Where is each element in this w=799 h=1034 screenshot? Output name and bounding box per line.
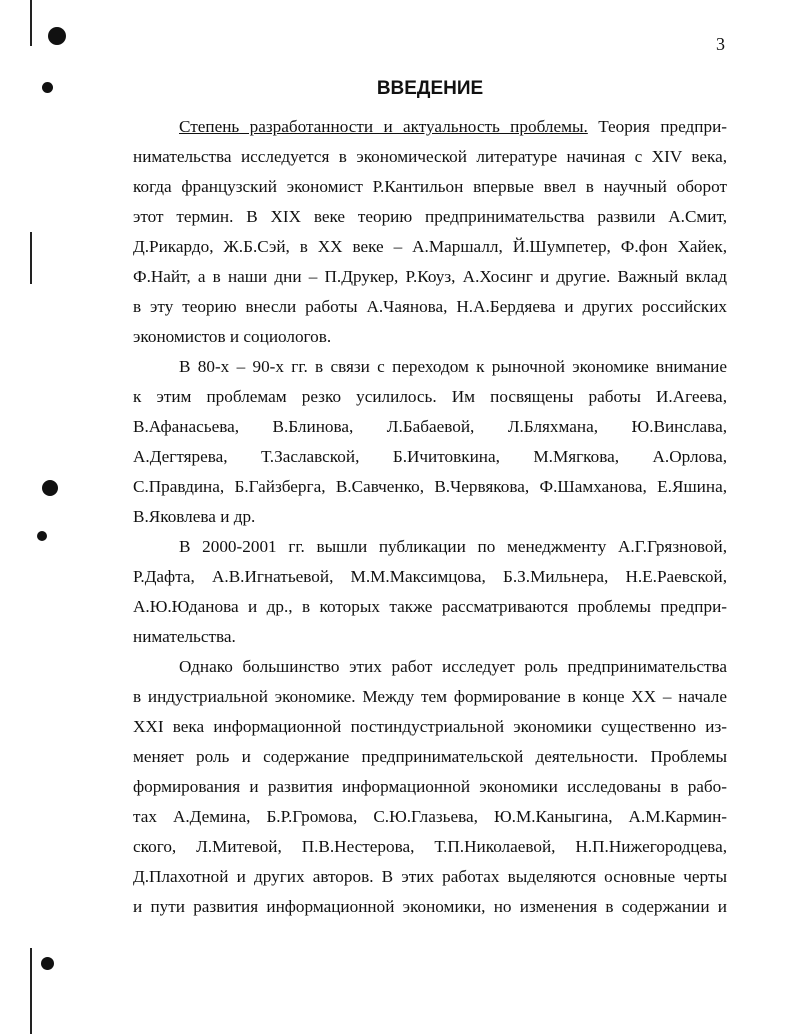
punch-hole-mark <box>48 27 66 45</box>
text-line: В 2000-2001 гг. вышли публикации по менеджменту А.Г.Грязновой, <box>179 537 727 556</box>
text-line: Р.Дафта, А.В.Игнатьевой, М.М.Максимцова, Б.З.Мильнера, Н.Е.Раевской, <box>133 567 727 586</box>
paragraph <box>133 112 727 352</box>
text-line: к этим проблемам резко усилилось. Им посвящены работы И.Агеева, <box>133 387 727 406</box>
text-line: В 80-х – 90-х гг. в связи с переходом к рыночной экономике внимание <box>179 357 727 376</box>
text-line: меняет роль и содержание предпринимательской деятельности. Проблемы <box>133 747 727 766</box>
paragraph <box>133 352 727 532</box>
text-line: формирования и развития информационной экономики исследованы в рабо- <box>133 777 727 796</box>
paragraph <box>133 652 727 922</box>
text-line: Степень разработанности и актуальность проблемы. Теория предпри- <box>179 117 727 136</box>
text-line: А.Ю.Юданова и др., в которых также рассматриваются проблемы предпри- <box>133 597 727 616</box>
scan-edge-line <box>30 0 32 46</box>
text-line: А.Дегтярева, Т.Заславской, Б.Ичитовкина, М.Мягкова, А.Орлова, <box>133 447 727 466</box>
scan-edge-line <box>30 232 32 284</box>
text-line: в эту теорию внесли работы А.Чаянова, Н.А.Бердяева и других российских <box>133 297 727 316</box>
page-number: 3 <box>716 34 725 54</box>
text-line: В.Афанасьева, В.Блинова, Л.Бабаевой, Л.Бляхмана, Ю.Винслава, <box>133 417 727 436</box>
text-line: ского, Л.Митевой, П.В.Нестерова, Т.П.Николаевой, Н.П.Нижегородцева, <box>133 837 727 856</box>
text-line: Ф.Найт, а в наши дни – П.Друкер, Р.Коуз, А.Хосинг и другие. Важный вклад <box>133 267 727 286</box>
text-line: экономистов и социологов. <box>133 327 332 346</box>
text-line: Однако большинство этих работ исследует роль предпринимательства <box>179 657 727 676</box>
text-line: и пути развития информационной экономики, но изменения в содержании и <box>133 897 727 916</box>
text-line: нимательства исследуется в экономической литературе начиная с XIV века, <box>133 147 727 166</box>
document-body <box>133 112 727 922</box>
paragraph <box>133 532 727 652</box>
page-title: ВВЕДЕНИЕ <box>376 78 484 99</box>
text-line: тах А.Демина, Б.Р.Громова, С.Ю.Глазьева, Ю.М.Каныгина, А.М.Кармин- <box>133 807 727 826</box>
text-line: нимательства. <box>133 627 236 646</box>
punch-hole-mark <box>37 531 47 541</box>
text-line: Д.Рикардо, Ж.Б.Сэй, в XX веке – А.Маршалл, Й.Шумпетер, Ф.фон Хайек, <box>133 237 727 256</box>
text-line: Д.Плахотной и других авторов. В этих работах выделяются основные черты <box>133 867 727 886</box>
punch-hole-mark <box>42 480 58 496</box>
underlined-lead: Степень разработанности и актуальность проблемы. <box>179 117 588 136</box>
text-line: В.Яковлева и др. <box>133 507 256 526</box>
scan-edge-line <box>30 948 32 1034</box>
text-line: XXI века информационной постиндустриальной экономики существенно из- <box>133 717 727 736</box>
text-line: в индустриальной экономике. Между тем формирование в конце XX – начале <box>133 687 727 706</box>
text-line: когда французский экономист Р.Кантильон впервые ввел в научный оборот <box>133 177 727 196</box>
text-line: С.Правдина, Б.Гайзберга, В.Савченко, В.Червякова, Ф.Шамханова, Е.Яшина, <box>133 477 727 496</box>
text-line: этот термин. В XIX веке теорию предпринимательства развили А.Смит, <box>133 207 727 226</box>
punch-hole-mark <box>41 957 54 970</box>
